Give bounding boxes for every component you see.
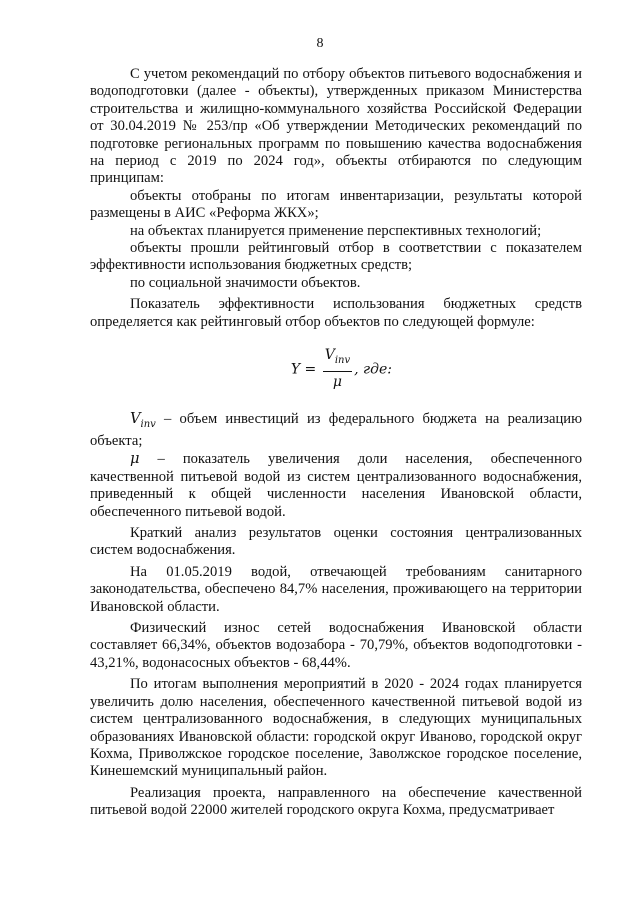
formula-tail: , где: [354,361,392,378]
paragraph-principle-rating: объекты прошли рейтинговый отбор в соответствии с показателем эффективности использования бюджетных средств; [90,240,582,274]
paragraph-water-supply-coverage: На 01.05.2019 водой, отвечающей требованиям санитарного законодательства, обеспечено 84,7% населения, проживающего на территории Ивановской области. [90,563,582,615]
formula-numerator-subscript: inv [334,354,351,366]
paragraph-analysis-heading: Краткий анализ результатов оценки состояния централизованных систем водоснабжения. [90,525,582,559]
efficiency-formula [90,347,582,392]
paragraph-principle-technologies: на объектах планируется применение перспективных технологий; [130,222,542,239]
formula-numerator-symbol: V [324,347,335,364]
definition-mu [90,450,582,521]
paragraph-project-kokhma: Реализация проекта, направленного на обеспечение качественной питьевой водой 22000 жителей городского округа Кохма, предусматривает [90,784,582,819]
vinv-definition-text: – объем инвестиций из федерального бюджета на реализацию объекта; [90,410,582,450]
vinv-symbol-letter: V [130,409,141,427]
mu-symbol: μ [130,450,140,468]
paragraph-planned-results: По итогам выполнения мероприятий в 2020 - 2024 годах планируется увеличить долю населения, обеспеченного качественной питьевой водой из систем централизованного водоснабжения, в следующих муниципальных образованиях Ивановской области: городской округ Иваново, городской округ Кохма, Приволжское городское поселение, Заволжское городское поселение, Кинешемский муниципальный район. [90,676,582,780]
paragraph-principle-inventory: объекты отобраны по итогам инвентаризации, результаты которой размещены в АИС «Реформа ЖКХ»; [90,187,582,222]
formula-fraction [323,347,352,392]
formula-lhs: Y = [290,361,317,378]
document-body [90,66,582,820]
paragraph-intro: С учетом рекомендаций по отбору объектов питьевого водоснабжения и водоподготовки (далее - объекты), утвержденных приказом Министерства строительства и жилищно-коммунального хозяйства Российской Федерации от 30.04.2019 № 253/пр «Об утверждении Методических рекомендаций по подготовке региональных программ по повышению качества водоснабжения на период с 2019 по 2024 год», объекты отбираются по следующим принципам: [90,66,582,187]
definition-vinv [90,410,582,451]
vinv-symbol-subscript: inv [140,418,156,430]
paragraph-physical-wear: Физический износ сетей водоснабжения Ивановской области составляет 66,34%, объектов водозабора - 70,79%, объектов водоподготовки - 43,21%, водонасосных объектов - 68,44%. [90,620,582,671]
vinv-symbol [130,409,156,430]
page-number: 8 [316,36,324,51]
formula-denominator: μ [332,374,342,391]
paragraph-efficiency-indicator: Показатель эффективности использования бюджетных средств определяется как рейтинговый отбор объектов по следующей формуле: [90,296,582,330]
paragraph-principle-social: по социальной значимости объектов. [130,274,361,291]
mu-definition-text: – показатель увеличения доли населения, обеспеченного качественной питьевой водой из систем централизованного водоснабжения, приведенный к общей численности населения Ивановской области, обеспеченного питьевой водой. [90,451,582,520]
formula-numerator [323,347,352,372]
